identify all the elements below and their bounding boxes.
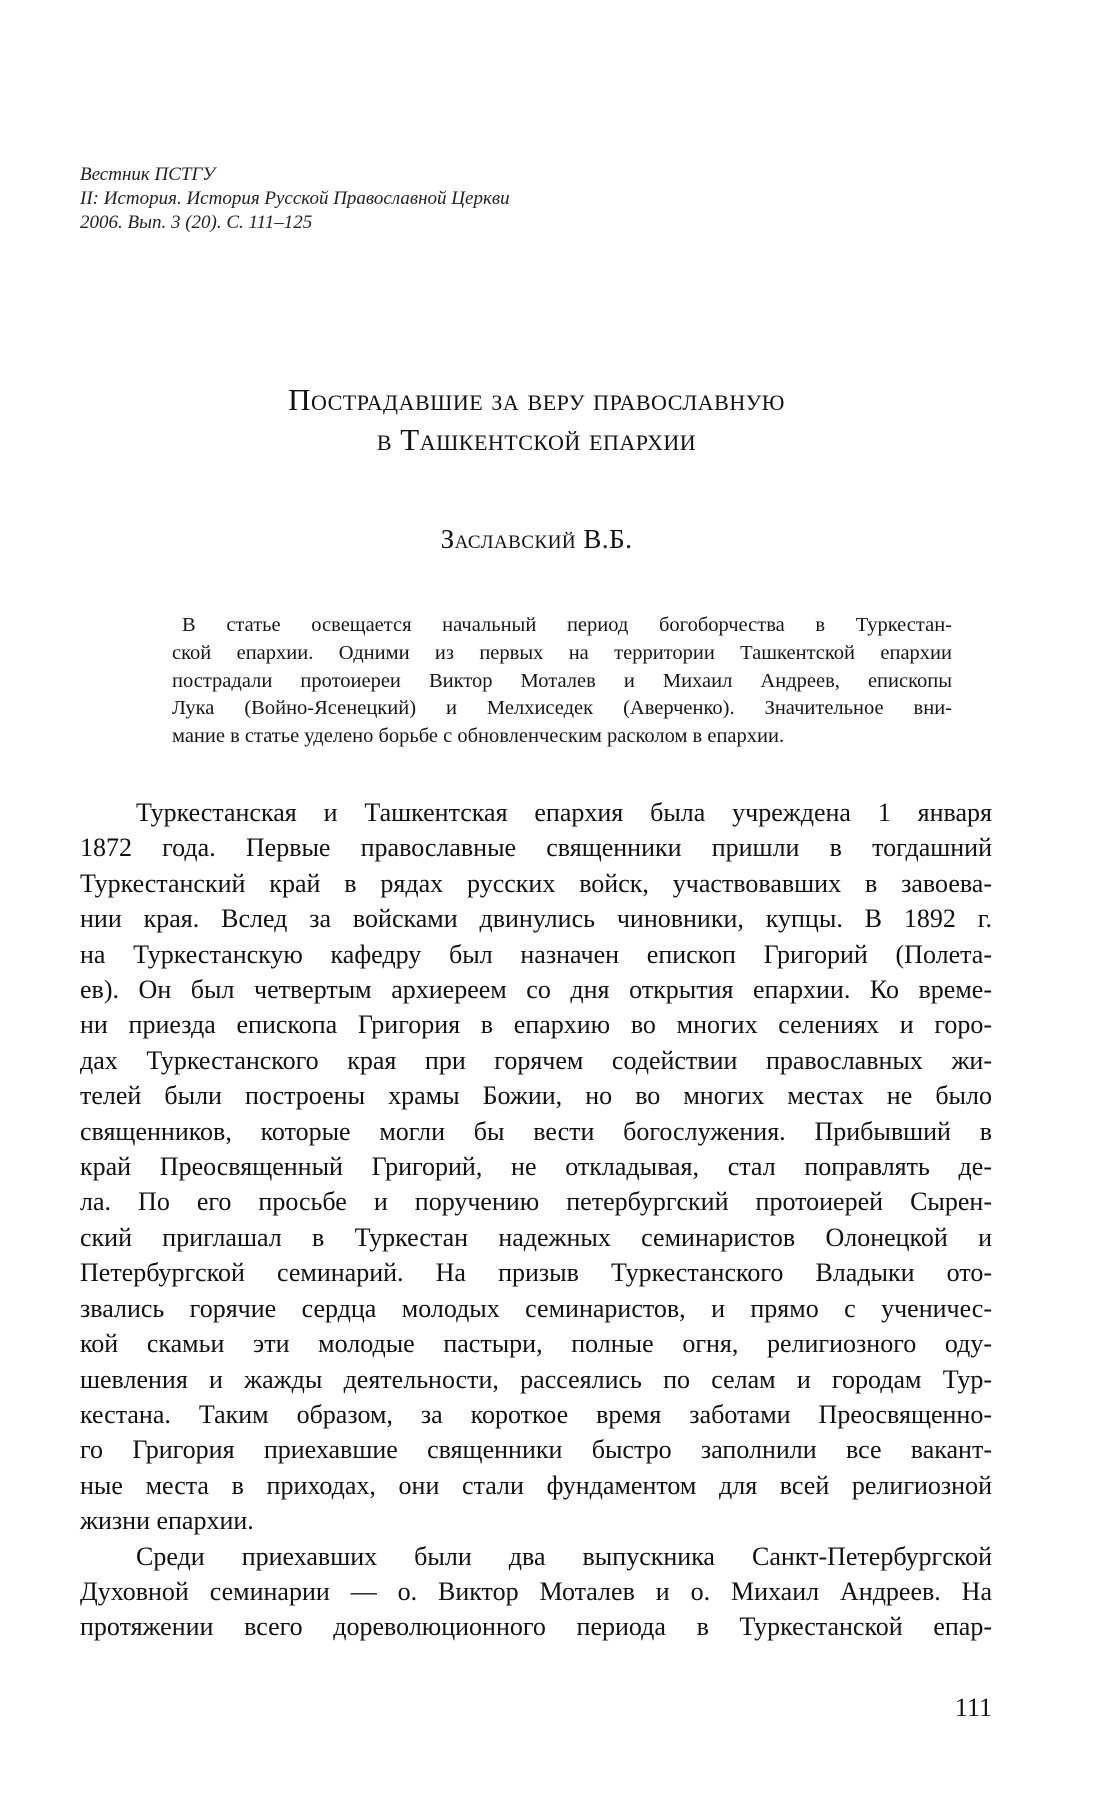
body-line: ский приглашал в Туркестан надежных семинаристов Олонецкой и xyxy=(80,1222,992,1252)
body-line: звались горячие сердца молодых семинаристов, и прямо с ученичес- xyxy=(80,1293,992,1323)
body-line: протяжении всего дореволюционного периода в Туркестанской епар- xyxy=(80,1612,992,1642)
body-line: го Григория приехавшие священники быстро заполнили все вакант- xyxy=(80,1435,992,1465)
article-abstract xyxy=(172,612,952,751)
body-line: кестана. Таким образом, за короткое время заботами Преосвященно- xyxy=(80,1399,992,1429)
journal-header xyxy=(80,163,780,235)
journal-issue: 2006. Вып. 3 (20). С. 111–125 xyxy=(80,212,313,233)
journal-series: II: История. История Русской Православной Церкви xyxy=(80,188,510,209)
body-line: шевления и жажды деятельности, рассеялись по селам и городам Тур- xyxy=(80,1364,992,1394)
body-line: дах Туркестанского края при горячем содействии православных жи- xyxy=(80,1045,992,1075)
body-line: нии края. Вслед за войсками двинулись чиновники, купцы. В 1892 г. xyxy=(80,904,992,934)
body-line: жизни епархии. xyxy=(80,1506,254,1536)
body-line: Петербургской семинарий. На призыв Туркестанского Владыки ото- xyxy=(80,1258,992,1288)
body-line: священников, которые могли бы вести богослужения. Прибывший в xyxy=(80,1116,992,1146)
abstract-line: Лука (Войно-Ясенецкий) и Мелхиседек (Аверченко). Значительное вни- xyxy=(172,697,952,720)
abstract-line: В статье освещается начальный период богоборчества в Туркестан- xyxy=(182,614,952,636)
journal-name: Вестник ПСТГУ xyxy=(80,164,216,185)
body-line: кой скамьи эти молодые пастыри, полные огня, религиозного оду- xyxy=(80,1329,992,1359)
body-line: ные места в приходах, они стали фундаментом для всей религиозной xyxy=(80,1470,992,1500)
body-line: ев). Он был четвертым архиереем со дня открытия епархии. Ко време- xyxy=(80,975,992,1005)
body-line: Туркестанская и Ташкентская епархия была учреждена 1 января xyxy=(136,798,992,827)
abstract-line: мание в статье уделено борьбе с обновленческим расколом в епархии. xyxy=(172,725,785,748)
abstract-line: пострадали протоиереи Виктор Моталев и Михаил Андреев, епископы xyxy=(172,669,952,692)
body-line: 1872 года. Первые православные священники пришли в тогдашний xyxy=(80,833,992,863)
page-number: 111 xyxy=(954,1693,992,1722)
abstract-line: ской епархии. Одними из первых на территории Ташкентской епархии xyxy=(172,641,952,664)
article-title-line: в Ташкентской епархии xyxy=(376,422,697,457)
article-author: Заславский В.Б. xyxy=(440,524,633,554)
body-line: край Преосвященный Григорий, не откладывая, стал поправлять де- xyxy=(80,1152,992,1182)
body-line: на Туркестанскую кафедру был назначен епископ Григорий (Полета- xyxy=(80,939,992,969)
body-line: Среди приехавших были два выпускника Санкт-Петербургской xyxy=(136,1541,992,1571)
body-line: ла. По его просьбе и поручению петербургский протоиерей Сырен- xyxy=(80,1187,992,1217)
body-line: Туркестанский край в рядах русских войск, участвовавших в завоева- xyxy=(80,868,992,898)
article-title xyxy=(0,380,1073,460)
article-body xyxy=(80,795,992,1645)
body-line: телей были построены храмы Божии, но во многих местах не было xyxy=(80,1081,992,1111)
article-title-line: Пострадавшие за веру православную xyxy=(288,382,785,417)
body-line: Духовной семинарии — о. Виктор Моталев и о. Михаил Андреев. На xyxy=(80,1576,992,1606)
body-line: ни приезда епископа Григория в епархию во многих селениях и горо- xyxy=(80,1010,992,1040)
